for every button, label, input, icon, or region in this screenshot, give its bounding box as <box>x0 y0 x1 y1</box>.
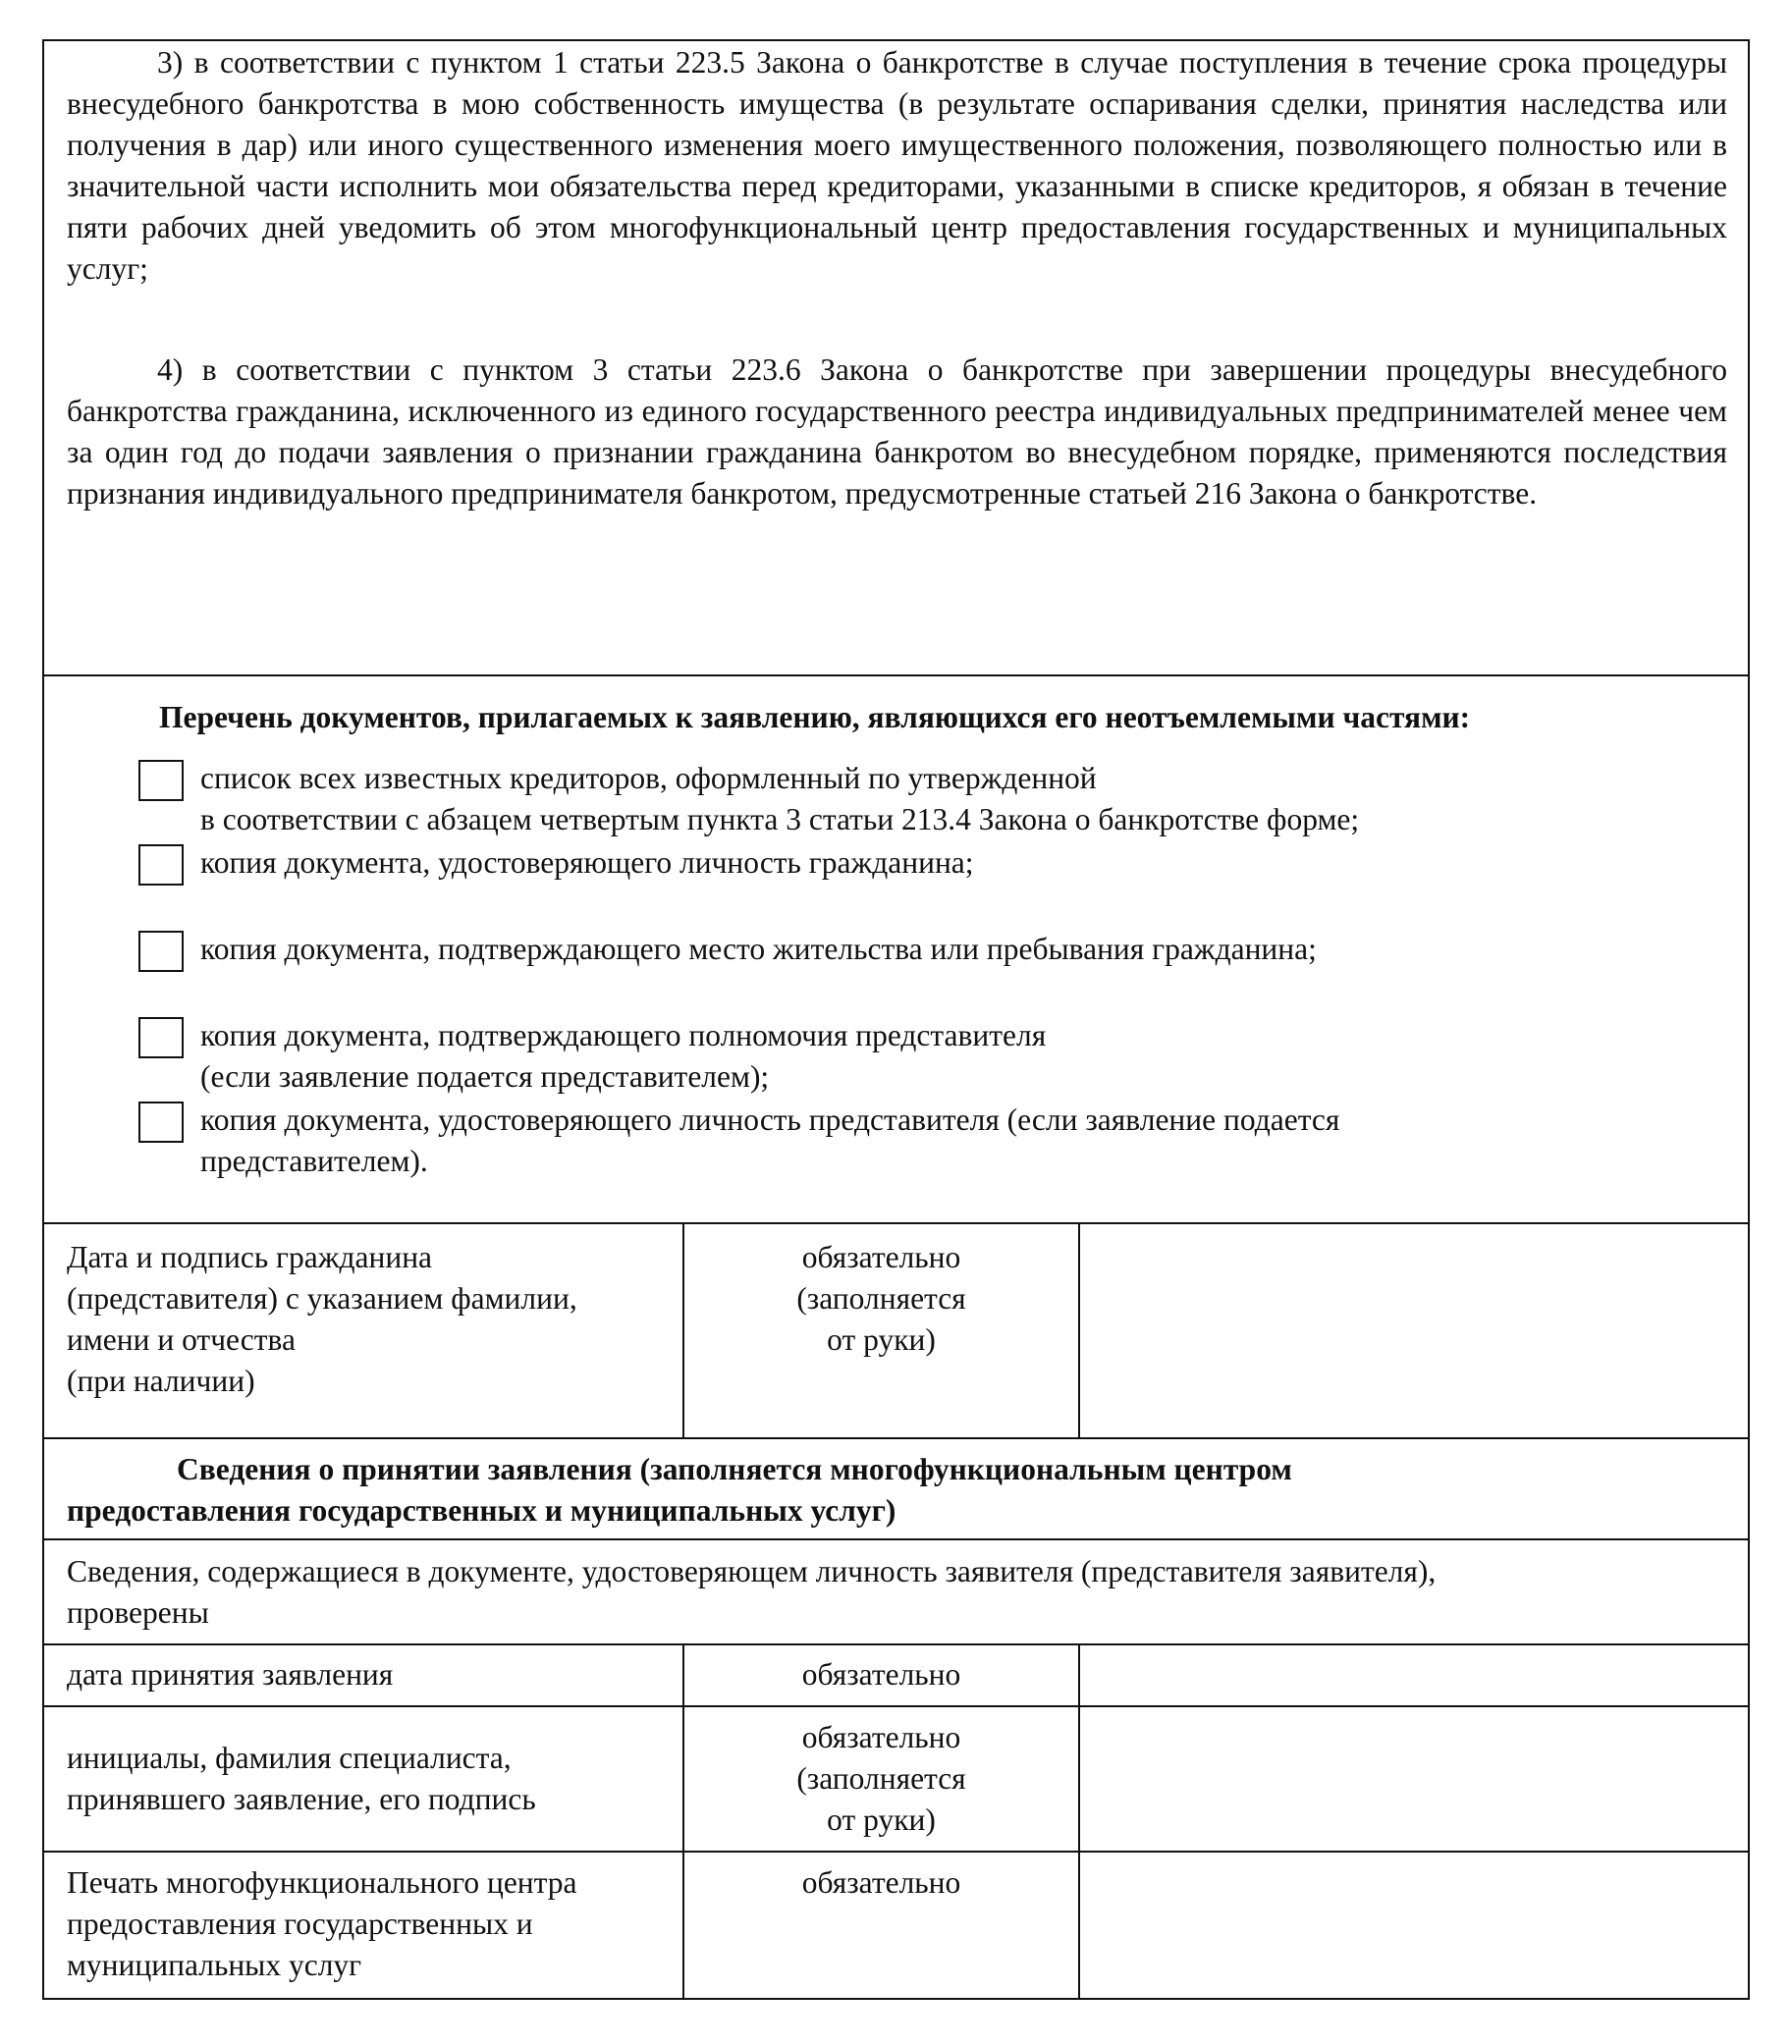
seal-label-line: муниципальных услуг <box>67 1948 362 1982</box>
checkbox[interactable] <box>138 760 184 801</box>
signature-value-cell[interactable] <box>1080 1224 1748 1437</box>
acceptance-title-line: предоставления государственных и муниципальных услуг) <box>67 1493 896 1528</box>
paragraph-3-number: 3) <box>157 45 184 80</box>
seal-label <box>67 1862 676 1986</box>
checkbox[interactable] <box>138 1102 184 1143</box>
requirement-line: от руки) <box>827 1322 936 1357</box>
acceptance-date-label-line: дата принятия заявления <box>67 1657 394 1692</box>
paragraph-3-text: в соответствии с пунктом 1 статьи 223.5 Закона о банкротстве в случае поступления в течение срока процедуры внесудебного банкротства в мою собственность имущества (в результате оспаривания сделки, принятия наследства или получения в дар) или иного существенного изменения моего имущественного положения, позволяющего полностью или в значительной части исполнить мои обязательства перед кредиторами, указанными в списке кредиторов, я обязан в течение пяти рабочих дней уведомить об этом многофункциональный центр предоставления государственных и муниципальных услуг; <box>67 45 1727 286</box>
document-item-line: список всех известных кредиторов, оформленный по утвержденной <box>200 761 1097 795</box>
requirement-line: от руки) <box>827 1802 936 1837</box>
divider-after-acceptance-title <box>42 1538 1750 1540</box>
document-item-line: копия документа, подтверждающего место жительства или пребывания гражданина; <box>200 932 1317 966</box>
document-item-line: копия документа, подтверждающего полномочия представителя <box>200 1018 1047 1052</box>
verified-statement-line: Сведения, содержащиеся в документе, удостоверяющем личность заявителя (представителя заявителя), <box>67 1554 1437 1588</box>
requirement-line: обязательно <box>801 1720 961 1754</box>
signature-label-line: имени и отчества <box>67 1322 296 1357</box>
checkbox[interactable] <box>138 931 184 972</box>
paragraph-3 <box>67 42 1727 290</box>
signature-label-line: Дата и подпись гражданина <box>67 1240 433 1274</box>
signature-label-line: (представителя) с указанием фамилии, <box>67 1281 577 1316</box>
specialist-value-cell[interactable] <box>1080 1707 1748 1851</box>
seal-requirement <box>684 1862 1078 1904</box>
signature-label <box>67 1237 676 1402</box>
document-item-line: копия документа, удостоверяющего личность гражданина; <box>200 845 974 880</box>
document-item-line: копия документа, удостоверяющего личность представителя (если заявление подается <box>200 1103 1340 1137</box>
document-item-line: в соответствии с абзацем четвертым пункта 3 статьи 213.4 Закона о банкротстве форме; <box>200 802 1360 836</box>
requirement-line: (заполняется <box>796 1281 966 1316</box>
specialist-label-line: принявшего заявление, его подпись <box>67 1782 536 1816</box>
paragraph-4-text: в соответствии с пунктом 3 статьи 223.6 Закона о банкротстве при завершении процедуры внесудебного банкротства гражданина, исключенного из единого государственного реестра индивидуальных предпринимателей менее чем за один год до подачи заявления о признании гражданина банкротом во внесудебном порядке, применяются последствия признания индивидуального предпринимателя банкротом, предусмотренные статьей 216 Закона о банкротстве. <box>67 352 1727 511</box>
verified-statement <box>67 1551 1736 1634</box>
document-item-line: (если заявление подается представителем); <box>200 1059 770 1094</box>
verified-statement-line: проверены <box>67 1595 209 1630</box>
divider-after-signature <box>42 1437 1750 1439</box>
signature-label-line: (при наличии) <box>67 1364 255 1398</box>
acceptance-date-label <box>67 1654 676 1695</box>
requirement-line: обязательно <box>801 1240 961 1274</box>
acceptance-date-value-cell[interactable] <box>1080 1645 1748 1705</box>
paragraph-4 <box>67 350 1727 514</box>
seal-value-cell[interactable] <box>1080 1853 1748 1998</box>
specialist-label-line: инициалы, фамилия специалиста, <box>67 1741 512 1775</box>
requirement-line: обязательно <box>801 1865 961 1900</box>
divider-after-paragraphs <box>42 674 1750 676</box>
paragraph-4-number: 4) <box>157 352 184 387</box>
seal-label-line: Печать многофункционального центра <box>67 1865 577 1900</box>
requirement-line: (заполняется <box>796 1761 966 1796</box>
checkbox[interactable] <box>138 844 184 886</box>
acceptance-title <box>67 1449 1736 1532</box>
requirement-line: обязательно <box>801 1657 961 1692</box>
checkbox[interactable] <box>138 1017 184 1058</box>
documents-list-title: Перечень документов, прилагаемых к заявлению, являющихся его неотъемлемыми частями: <box>159 700 1471 734</box>
signature-requirement <box>684 1237 1078 1361</box>
acceptance-date-requirement <box>684 1654 1078 1695</box>
seal-label-line: предоставления государственных и <box>67 1907 533 1941</box>
specialist-label <box>67 1738 676 1820</box>
document-item-line: представителем). <box>200 1144 428 1178</box>
specialist-requirement <box>684 1717 1078 1841</box>
acceptance-title-line: Сведения о принятии заявления (заполняется многофункциональным центром <box>177 1452 1292 1486</box>
